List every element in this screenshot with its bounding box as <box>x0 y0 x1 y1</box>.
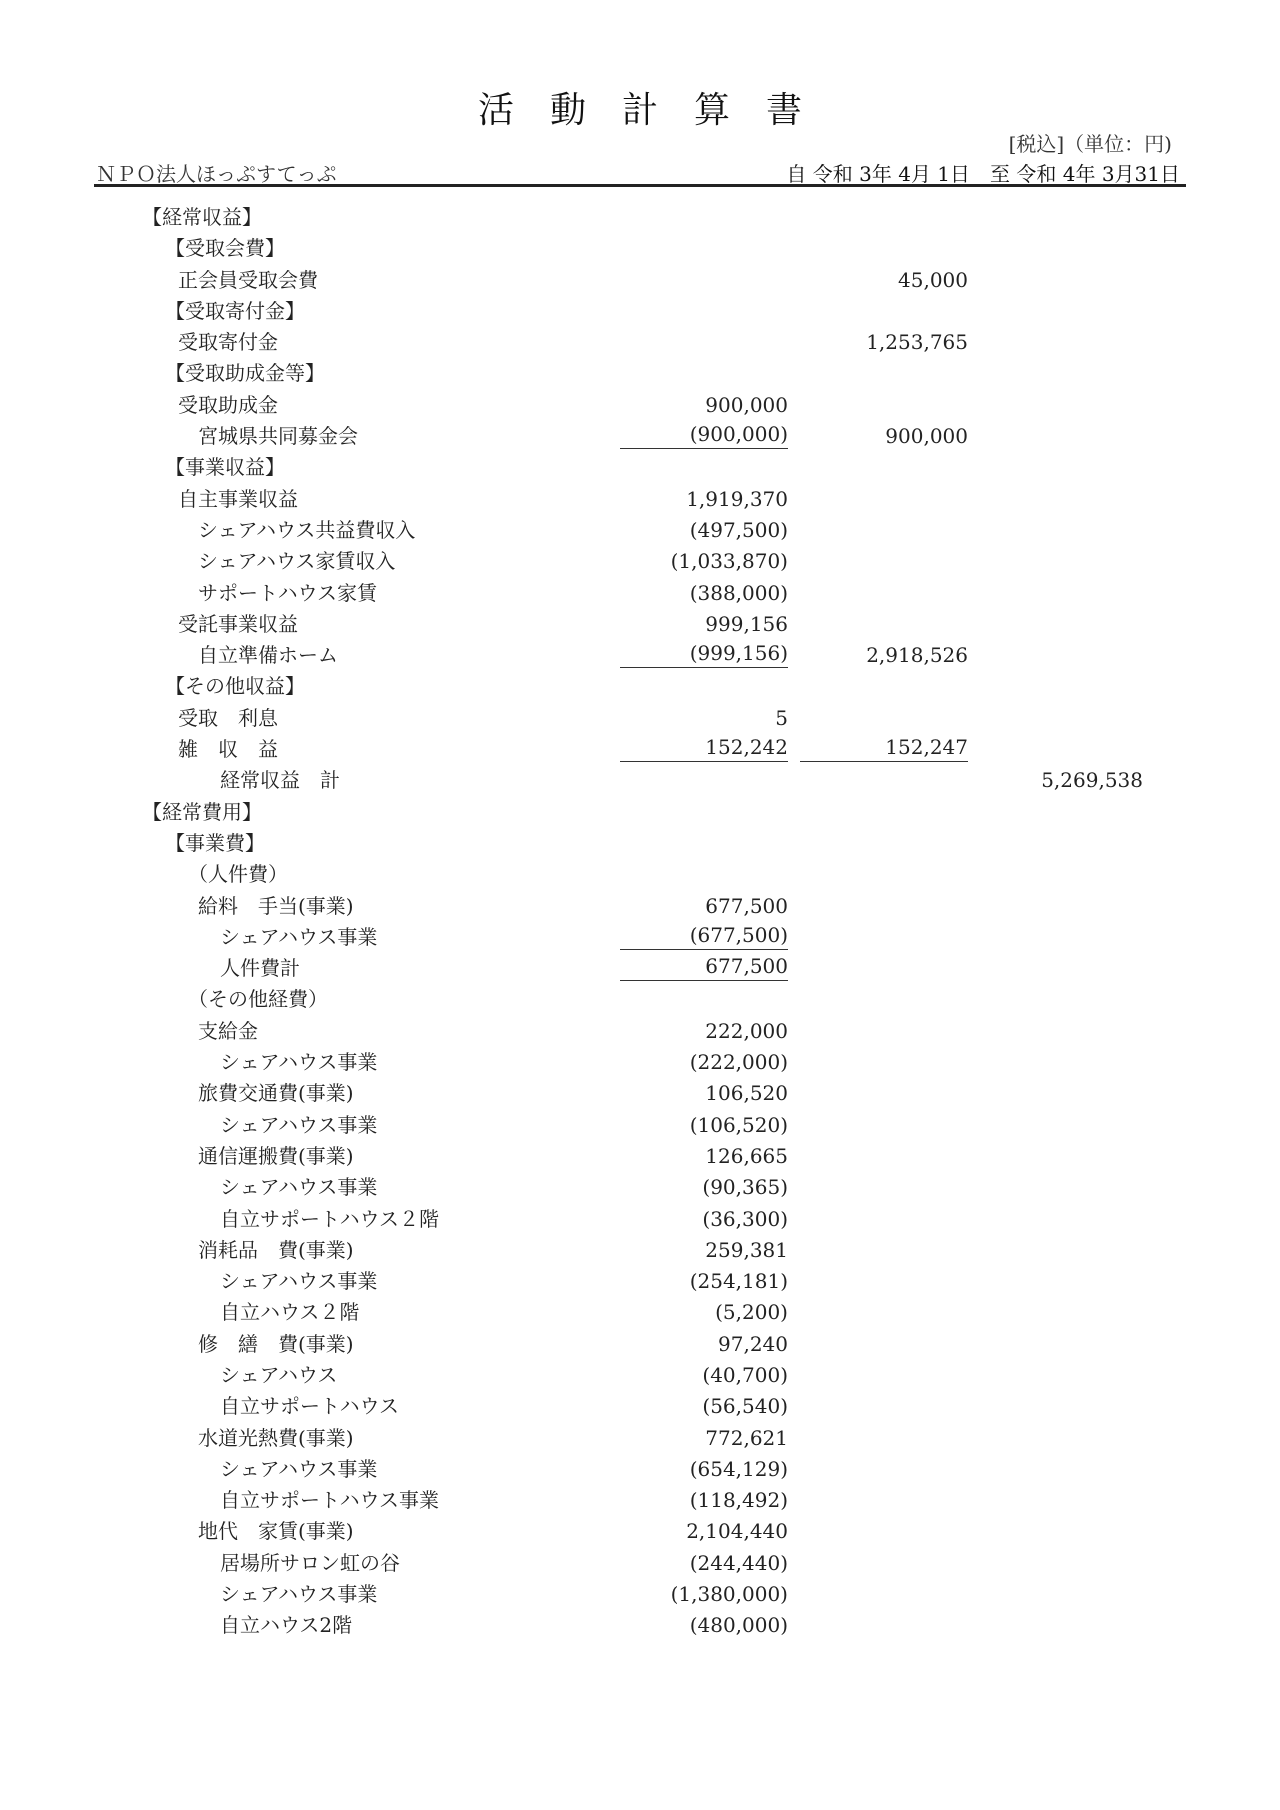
row-label: 地代 家賃(事業) <box>198 1519 354 1544</box>
row-label: 自立サポートハウス２階 <box>220 1206 439 1231</box>
row-label: シェアハウス共益費収入 <box>198 517 416 542</box>
statement-row <box>0 1516 1280 1547</box>
row-label: 自主事業収益 <box>178 486 298 511</box>
row-label: シェアハウス事業 <box>220 1269 378 1294</box>
row-label: 給料 手当(事業) <box>198 893 354 918</box>
statement-row <box>0 891 1280 922</box>
amount-c1: (244,440) <box>689 1550 788 1575</box>
row-label: 【経常費用】 <box>142 799 262 824</box>
row-label: 自立サポートハウス <box>220 1394 399 1419</box>
amount-c1: (388,000) <box>689 580 788 605</box>
amount-c2: 45,000 <box>898 267 968 292</box>
statement-row <box>0 546 1280 577</box>
amount-c2: 2,918,526 <box>866 643 968 668</box>
amount-c1: 222,000 <box>705 1018 788 1043</box>
amount-c1: (36,300) <box>702 1206 788 1231</box>
statement-row <box>0 358 1280 389</box>
row-label: 【その他収益】 <box>165 674 305 699</box>
statement-row <box>0 828 1280 859</box>
row-label: 通信運搬費(事業) <box>198 1143 354 1168</box>
statement-row <box>0 296 1280 327</box>
amount-c1: 900,000 <box>705 392 788 417</box>
statement-row <box>0 1141 1280 1172</box>
amount-c3: 5,269,538 <box>1041 768 1143 793</box>
row-label: 雑 収 益 <box>178 737 278 762</box>
row-label: （その他経費） <box>188 987 328 1012</box>
row-label: 支給金 <box>198 1018 258 1043</box>
statement-row <box>0 327 1280 358</box>
header-rule <box>94 184 1186 187</box>
amount-c1: (1,380,000) <box>670 1582 788 1607</box>
statement-row <box>0 1329 1280 1360</box>
statement-row <box>0 1110 1280 1141</box>
amount-c1: 772,621 <box>705 1425 788 1450</box>
statement-row <box>0 1548 1280 1579</box>
amount-c1: 2,104,440 <box>686 1519 788 1544</box>
statement-row <box>0 484 1280 515</box>
row-label: 受託事業収益 <box>178 611 298 636</box>
statement-row <box>0 953 1280 984</box>
statement-row <box>0 703 1280 734</box>
statement-row <box>0 922 1280 953</box>
statement-row <box>0 578 1280 609</box>
amount-c1: (254,181) <box>689 1269 788 1294</box>
amount-c1: (480,000) <box>689 1613 788 1638</box>
fiscal-period: 自 令和 3年 4月 1日 至 令和 4年 3月31日 <box>786 162 1180 186</box>
amount-c1: (56,540) <box>702 1394 788 1419</box>
row-label: シェアハウス <box>220 1362 338 1387</box>
amount-c1: (90,365) <box>702 1175 788 1200</box>
statement-row <box>0 202 1280 233</box>
amount-c1: 106,520 <box>705 1081 788 1106</box>
statement-row <box>0 1485 1280 1516</box>
amount-c2: 152,247 <box>800 734 968 762</box>
statement-row <box>0 390 1280 421</box>
amount-c1: 97,240 <box>718 1331 788 1356</box>
amount-c1: 259,381 <box>705 1237 788 1262</box>
amount-c1: (118,492) <box>689 1488 788 1513</box>
statement-row <box>0 1235 1280 1266</box>
statement-row <box>0 421 1280 452</box>
row-label: シェアハウス事業 <box>220 1050 378 1075</box>
row-label: 自立ハウス2階 <box>220 1613 353 1638</box>
amount-c1: (999,156) <box>620 640 788 668</box>
statement-row <box>0 765 1280 796</box>
row-label: 消耗品 費(事業) <box>198 1237 354 1262</box>
amount-c1: 5 <box>775 705 788 730</box>
row-label: 旅費交通費(事業) <box>198 1081 354 1106</box>
amount-c1: 126,665 <box>705 1143 788 1168</box>
row-label: 受取寄付金 <box>178 330 278 355</box>
statement-row <box>0 1610 1280 1641</box>
amount-c1: (40,700) <box>702 1362 788 1387</box>
statement-row <box>0 859 1280 890</box>
statement-rows <box>0 202 1280 1642</box>
row-label: シェアハウス事業 <box>220 1175 378 1200</box>
statement-row <box>0 609 1280 640</box>
organization-name: ＮＰＯ法人ほっぷすてっぷ <box>96 162 337 186</box>
amount-c1: 1,919,370 <box>686 486 788 511</box>
amount-c1: (654,129) <box>689 1456 788 1481</box>
amount-c1: 152,242 <box>620 734 788 762</box>
row-label: 受取助成金 <box>178 392 278 417</box>
row-label: 自立ハウス２階 <box>220 1300 360 1325</box>
statement-row <box>0 1078 1280 1109</box>
row-label: 水道光熱費(事業) <box>198 1425 354 1450</box>
row-label: 【受取会費】 <box>165 236 285 261</box>
amount-c1: 677,500 <box>705 893 788 918</box>
statement-row <box>0 984 1280 1015</box>
row-label: 自立準備ホーム <box>198 643 338 668</box>
amount-c1: (222,000) <box>689 1050 788 1075</box>
amount-c1: (677,500) <box>620 922 788 950</box>
statement-row <box>0 1423 1280 1454</box>
row-label: 経常収益 計 <box>220 768 340 793</box>
row-label: シェアハウス事業 <box>220 1582 378 1607</box>
statement-row <box>0 1454 1280 1485</box>
row-label: 修 繕 費(事業) <box>198 1331 354 1356</box>
row-label: シェアハウス家賃収入 <box>198 549 396 574</box>
row-label: サポートハウス家賃 <box>198 580 377 605</box>
row-label: シェアハウス事業 <box>220 1456 378 1481</box>
statement-row <box>0 452 1280 483</box>
amount-c1: (900,000) <box>620 421 788 449</box>
row-label: 【受取助成金等】 <box>165 361 325 386</box>
amount-c2: 900,000 <box>885 424 968 449</box>
document-title: 活動計算書 <box>477 90 838 131</box>
statement-row <box>0 233 1280 264</box>
amount-c1: (1,033,870) <box>670 549 788 574</box>
statement-row <box>0 1047 1280 1078</box>
row-label: シェアハウス事業 <box>220 924 378 949</box>
statement-row <box>0 1016 1280 1047</box>
row-label: 自立サポートハウス事業 <box>220 1488 439 1513</box>
statement-row <box>0 515 1280 546</box>
amount-c1: (5,200) <box>715 1300 788 1325</box>
row-label: 正会員受取会費 <box>178 267 318 292</box>
statement-row <box>0 640 1280 671</box>
row-label: 【事業収益】 <box>165 455 285 480</box>
statement-row <box>0 671 1280 702</box>
statement-row <box>0 1172 1280 1203</box>
amount-c1: (106,520) <box>689 1112 788 1137</box>
amount-c2: 1,253,765 <box>866 330 968 355</box>
row-label: 【受取寄付金】 <box>165 298 305 323</box>
row-label: （人件費） <box>188 862 288 887</box>
row-label: 【経常収益】 <box>142 205 262 229</box>
statement-row <box>0 1391 1280 1422</box>
statement-row <box>0 797 1280 828</box>
row-label: シェアハウス事業 <box>220 1112 378 1137</box>
amount-c1: 677,500 <box>620 953 788 981</box>
statement-row <box>0 1297 1280 1328</box>
row-label: 【事業費】 <box>165 830 265 855</box>
amount-c1: 999,156 <box>705 611 788 636</box>
tax-unit-note: [税込]（単位：円) <box>1008 132 1172 156</box>
row-label: 人件費計 <box>220 956 300 981</box>
statement-row <box>0 734 1280 765</box>
statement-row <box>0 1204 1280 1235</box>
amount-c1: (497,500) <box>689 517 788 542</box>
row-label: 居場所サロン虹の谷 <box>220 1550 400 1575</box>
row-label: 宮城県共同募金会 <box>198 424 358 449</box>
statement-row <box>0 265 1280 296</box>
row-label: 受取 利息 <box>178 705 278 730</box>
statement-row <box>0 1360 1280 1391</box>
statement-row <box>0 1579 1280 1610</box>
statement-row <box>0 1266 1280 1297</box>
